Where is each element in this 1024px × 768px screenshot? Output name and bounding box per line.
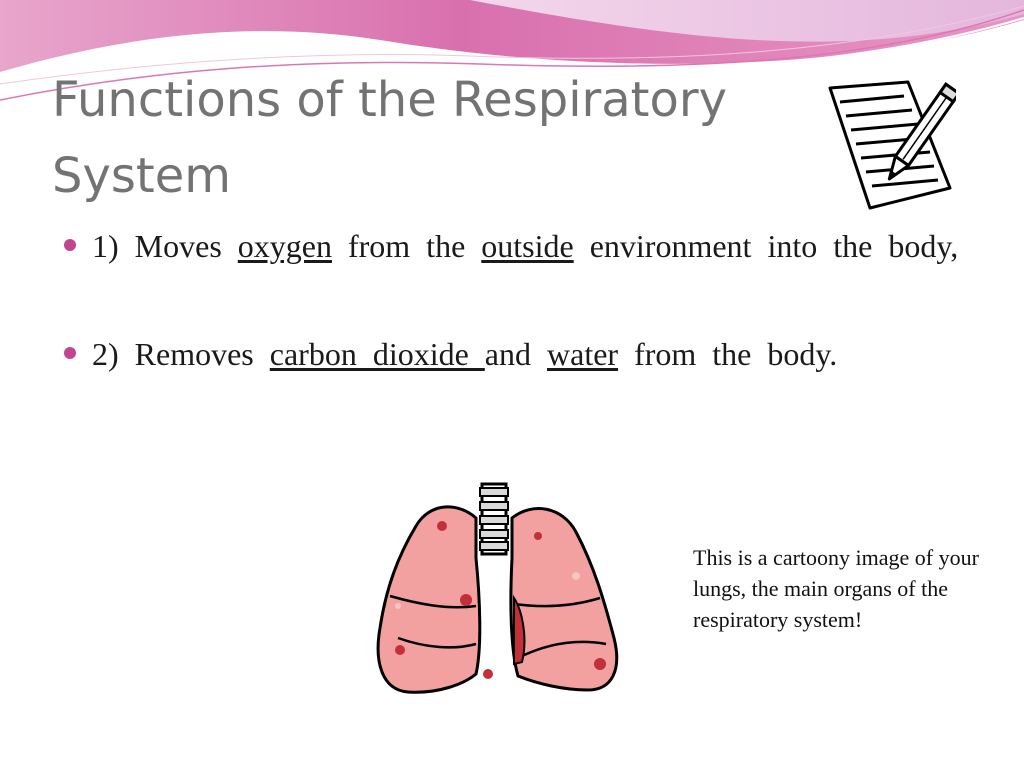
bullet-item-2: [62, 332, 882, 376]
bullet-1-prefix: 1) Moves: [92, 228, 222, 264]
notepad-pencil-icon: [826, 78, 956, 214]
title-line-2: System: [52, 148, 231, 204]
bullet-dot-icon: [64, 239, 76, 251]
title-line-1: Functions of the Respiratory: [52, 72, 727, 128]
bullet-dot-icon: [64, 347, 76, 359]
bullet-2-prefix: 2) Removes: [92, 336, 254, 372]
lungs-illustration: [368, 478, 636, 700]
bullet-2-suffix: from the body.: [634, 336, 838, 372]
bullet-2-keyword-carbon-dioxide: carbon dioxide: [269, 336, 485, 372]
bullet-1-keyword-outside: outside: [481, 228, 574, 264]
page-title: [52, 62, 812, 214]
bullet-1-middle: from the: [347, 228, 466, 264]
lungs-caption: This is a cartoony image of your lungs, the main organs of the respiratory system!: [693, 545, 979, 632]
bullet-2-keyword-water: water: [547, 336, 619, 372]
bullet-list: [62, 224, 962, 440]
bullet-item-1: [62, 224, 962, 268]
bullet-1-suffix: environment into the body,: [589, 228, 959, 264]
bullet-1-keyword-oxygen: oxygen: [237, 228, 332, 264]
bullet-2-middle: and: [484, 336, 531, 372]
